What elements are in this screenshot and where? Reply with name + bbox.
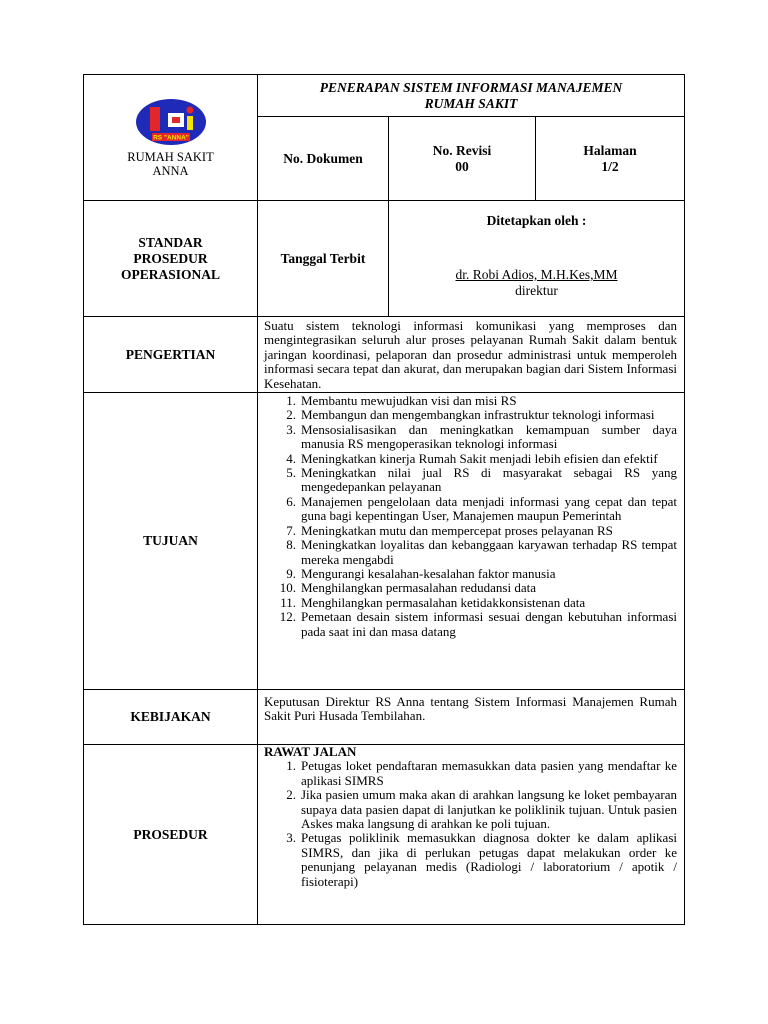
list-item: 4. Meningkatkan kinerja Rumah Sakit menjadi lebih efisien dan efektif [286,450,658,466]
hospital-name: RUMAH SAKIT ANNA [127,150,214,178]
list-item: 7. Meningkatkan mutu dan mempercepat proses pelayanan RS [286,522,613,538]
list-item: 11. Menghilangkan permasalahan ketidakkonsistenan data [280,594,586,610]
prosedur-cell [258,745,685,925]
list-item: 10. Menghilangkan permasalahan redudansi data [279,580,536,596]
doc-number-label: No. Dokumen [258,117,389,201]
revision-cell [389,117,536,201]
prosedur-heading: RAWAT JALAN [264,744,357,760]
pengertian-label: PENGERTIAN [84,317,258,393]
document-title: PENERAPAN SISTEM INFORMASI MANAJEMEN RUMAH SAKIT [258,75,685,117]
hospital-logo-icon [134,97,208,147]
issue-date-label: Tanggal Terbit [258,201,389,317]
list-item: 5. Meningkatkan nilai jual RS di masyarakat sebagai RS yang mengedepankan pelayanan [286,465,677,495]
svg-text:RS "ANNA": RS "ANNA" [152,134,189,142]
signatory-name: dr. Robi Adios, M.H.Kes,MM [455,267,618,282]
list-item: 12. Pemetaan desain sistem informasi sesuai dengan kebutuhan informasi pada saat ini dan masa datang [279,609,677,639]
pengertian-text: Suatu sistem teknologi informasi komunikasi yang memproses dan mengintegrasikan seluruh alur proses pelayanan Rumah Sakit dalam bentuk jaringan koordinasi, pelaporan dan prosedur administrasi untuk memperoleh informasi secara tepat dan akurat, dan merupakan bagian dari Sistem Informasi Kesehatan. [258,317,685,393]
list-item: 2. Jika pasien umum maka akan di arahkan langsung ke loket pembayaran supaya data pasien dapat di lanjutkan ke poliklinik tujuan. Untuk pasien Askes maka langsung di arahkan ke poli tujuan. [286,787,677,832]
signatory-title: direktur [515,283,558,298]
list-item: 9. Mengurangi kesalahan-kesalahan faktor manusia [286,565,556,581]
kebijakan-text: Keputusan Direktur RS Anna tentang Sistem Informasi Manajemen Rumah Sakit Puri Husada Tembilahan. [258,690,685,745]
hospital-cell [84,75,258,201]
page-cell [536,117,685,201]
list-item: 3. Petugas poliklinik memasukkan diagnosa dokter ke dalam aplikasi SIMRS, dan jika di perlukan petugas dapat melakukan order ke penunjang pelayanan medis (Radiologi / laboratorium / apotik / fisioterapi) [286,830,677,889]
sop-label: STANDAR PROSEDUR OPERASIONAL [84,201,258,317]
page-value: 1/2 [601,158,619,174]
tujuan-list [264,394,677,639]
page-label: Halaman [583,142,637,158]
set-by-label: Ditetapkan oleh : [486,213,587,228]
prosedur-list [264,759,677,889]
list-item: 6. Manajemen pengelolaan data menjadi informasi yang cepat dan tepat guna bagi kepentingan User, Manajemen maupun Pemerintah [286,493,677,524]
revision-value: 00 [455,158,469,174]
list-item: 3. Mensosialisasikan dan meningkatkan kemampuan sumber daya manusia RS mengoperasikan teknologi informasi [286,421,677,452]
list-item: 2. Membangun dan mengembangkan infrastruktur teknologi informasi [286,407,655,423]
prosedur-label: PROSEDUR [84,745,258,925]
sop-table [83,74,685,925]
tujuan-cell [258,393,685,690]
kebijakan-label: KEBIJAKAN [84,690,258,745]
list-item: 8. Meningkatkan loyalitas dan kebanggaan karyawan terhadap RS tempat mereka mengabdi [286,537,677,567]
approval-cell [389,201,685,317]
revision-label: No. Revisi [432,142,492,158]
list-item: 1. Membantu mewujudkan visi dan misi RS [286,393,517,409]
list-item: 1. Petugas loket pendaftaran memasukkan data pasien yang mendaftar ke aplikasi SIMRS [286,758,677,788]
tujuan-label: TUJUAN [84,393,258,690]
